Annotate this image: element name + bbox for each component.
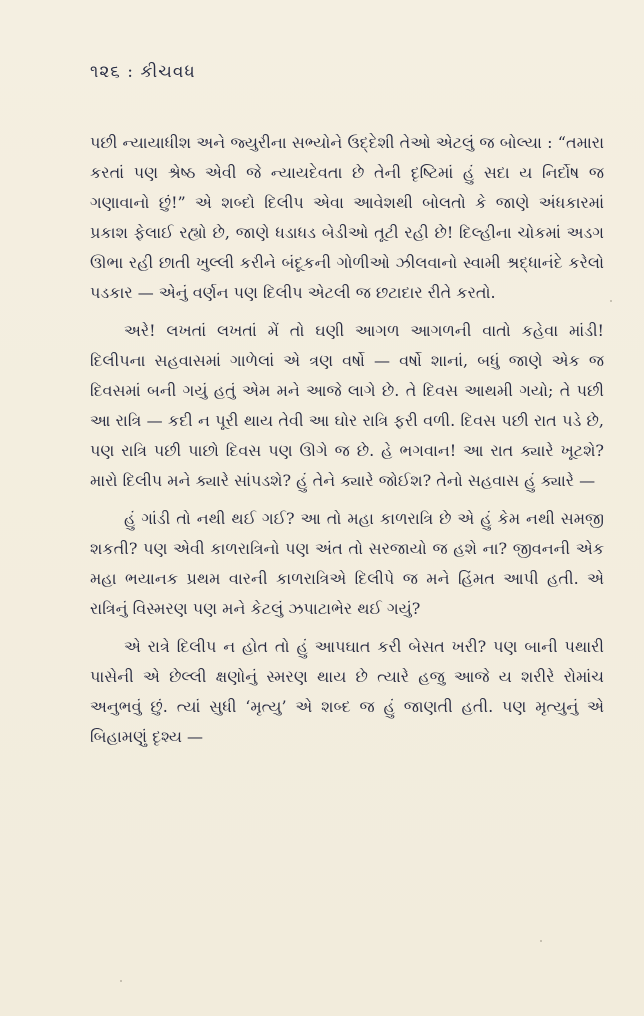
page-number: ૧૨૬	[90, 62, 121, 82]
header-separator: :	[127, 62, 134, 82]
paper-speck	[610, 300, 612, 302]
paragraph-2: અરે! લખતાં લખતાં મેં તો ઘણી આગળ આગળની વાતો કહેવા માંડી! દિલીપના સહવાસમાં ગાળેલાં એ ત્રણ વર્ષો — વર્ષો શાનાં, બધું જાણે એક જ દિવસમાં બની ગયું હતું એમ મને આજે લાગે છે. તે દિવસ આથમી ગયો; તે પછી આ રાત્રિ — કદી ન પૂરી થાય તેવી આ ઘોર રાત્રિ ફરી વળી. દિવસ પછી રાત પડે છે, પણ રાત્રિ પછી પાછો દિવસ પણ ઊગે જ છે. હે ભગવાન! આ રાત ક્યારે ખૂટશે? મારો દિલીપ મને ક્યારે સાંપડશે? હું તેને ક્યારે જોઈશ? તેનો સહવાસ હું ક્યારે —	[90, 321, 604, 490]
running-header	[90, 62, 196, 82]
paper-speck	[540, 940, 542, 942]
book-title: કીચવધ	[140, 62, 196, 82]
paragraph-1: પછી ન્યાયાધીશ અને જ્યુરીના સભ્યોને ઉદ્દેશી તેઓ એટલું જ બોલ્યા : “તમારા કરતાં પણ શ્રેષ્ઠ એવી જે ન્યાયદેવતા છે તેની દૃષ્ટિમાં હું સદા ય નિર્દોષ જ ગણાવાનો છું!” એ શબ્દો દિલીપ એવા આવેશથી બોલતો કે જાણે અંધકારમાં પ્રકાશ ફેલાઈ રહ્યો છે, જાણે ધડાધડ બેડીઓ તૂટી રહી છે! દિલ્હીના ચોકમાં અડગ ઊભા રહી છાતી ખુલ્લી કરીને બંદૂકની ગોળીઓ ઝીલવાનો સ્વામી શ્રદ્ધાનંદે કરેલો પડકાર — એનું વર્ણન પણ દિલીપ એટલી જ છટાદાર રીતે કરતો.	[90, 133, 604, 302]
body-text	[90, 128, 604, 760]
paragraph-4: એ રાત્રે દિલીપ ન હોત તો હું આપઘાત કરી બેસત ખરી? પણ બાની પથારી પાસેની એ છેલ્લી ક્ષણોનું સ્મરણ થાય છે ત્યારે હજુ આજે ય શરીરે રોમાંચ અનુભવું છું. ત્યાં સુધી ‘મૃત્યુ’ એ શબ્દ જ હું જાણતી હતી. પણ મૃત્યુનું એ બિહામણું દૃશ્ય —	[90, 637, 604, 746]
paper-speck	[120, 980, 122, 982]
paragraph-3: હું ગાંડી તો નથી થઈ ગઈ? આ તો મહા કાળરાત્રિ છે એ હું કેમ નથી સમજી શકતી? પણ એવી કાળરાત્રિનો પણ અંત તો સરજાયો જ હશે ના? જીવનની એક મહા ભયાનક પ્રથમ વારની કાળરાત્રિએ દિલીપે જ મને હિંમત આપી હતી. એ રાત્રિનું વિસ્મરણ પણ મને કેટલું ઝપાટાભેર થઈ ગયું?	[90, 509, 604, 618]
